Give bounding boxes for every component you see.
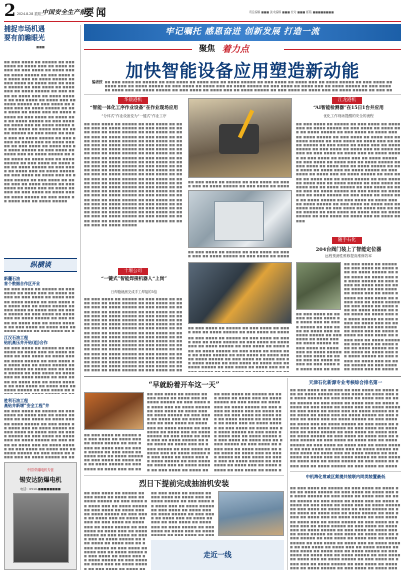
story-6-body-b bbox=[151, 491, 215, 536]
ad-product-image bbox=[13, 493, 69, 563]
brief-3-body bbox=[4, 409, 77, 459]
brief-1-body bbox=[4, 287, 77, 332]
focus-bar-line-right bbox=[284, 49, 401, 50]
main-headline: 加快智能设备应用塑造新动能 bbox=[125, 62, 360, 82]
masthead bbox=[4, 3, 401, 21]
photo-excavator-caption bbox=[188, 180, 292, 188]
left-column-byline: ■■■ bbox=[36, 45, 45, 49]
story-2-body bbox=[296, 122, 401, 232]
story-2-subtitle: 优化工作现场提醒的安全的流程 bbox=[323, 114, 374, 118]
story-1-body bbox=[84, 122, 184, 262]
photo-welding-robot bbox=[188, 262, 292, 324]
left-column-body bbox=[4, 60, 77, 255]
masthead-rule bbox=[4, 21, 401, 22]
story-5-title: “早就盼着开车这一天” bbox=[148, 380, 220, 389]
story-1-title: “智能一体化工序作业设备”在作业现场应用 bbox=[90, 106, 178, 111]
issue-date: 2024.8.28 星期三 bbox=[17, 12, 44, 16]
story-3-title: “一键式”智能焊接机器人“上岗” bbox=[101, 277, 167, 282]
bottom-divider bbox=[287, 378, 288, 570]
page-number: 2 bbox=[4, 1, 16, 21]
banner bbox=[84, 24, 401, 41]
photo-pumpjack bbox=[218, 491, 284, 536]
story-2-title: “AI智能检测器”在15日1台井应用 bbox=[313, 106, 384, 111]
story-6-rule bbox=[84, 475, 284, 476]
story-6-body-a bbox=[84, 491, 148, 570]
section-name: 要闻 bbox=[84, 8, 108, 19]
photo-valve bbox=[296, 262, 341, 310]
section-rule bbox=[84, 376, 401, 377]
story-3-tag: 十堰公司 bbox=[118, 268, 148, 275]
story-5-body-a bbox=[147, 392, 211, 472]
story-7-title: 天津石化新源专业考核综合排名第一 bbox=[308, 381, 383, 386]
ad-company: 锡安达防爆电机 bbox=[19, 477, 62, 484]
story-4-title: 204台阀门装上了智能定位器 bbox=[315, 247, 382, 253]
story-4-body-a bbox=[344, 262, 401, 372]
editor-note bbox=[92, 80, 394, 92]
story-1-tag: 华晨港机 bbox=[118, 97, 148, 104]
story-3-body-b bbox=[188, 336, 292, 372]
story-3-body-a bbox=[84, 297, 184, 372]
editor-note-label: 编者按 bbox=[92, 80, 103, 84]
panel-box bbox=[214, 201, 264, 241]
photo-excavator bbox=[188, 98, 292, 178]
story-8-title: 中机海化常戚区氮提共装联内同类装置最低 bbox=[305, 474, 386, 479]
sidebar-brand-label: 纵横谈 bbox=[30, 260, 51, 269]
photo-control-panel bbox=[188, 190, 292, 248]
story-3-subtitle: 日焊缝就测完成手工焊接的3倍 bbox=[110, 290, 158, 294]
story-8-rule bbox=[290, 471, 401, 472]
footer-column-header bbox=[151, 540, 284, 570]
column-divider bbox=[80, 25, 81, 570]
story-2-tag: 江龙港机 bbox=[332, 97, 362, 104]
story-6-title: 烈日下提前完成抽油机安装 bbox=[139, 479, 229, 488]
editor-line: 责任编辑 ■■■ 美术编辑 ■■■ 校对 ■■■ 邮箱 ■■■■■■■■ bbox=[249, 10, 334, 14]
photo-workers bbox=[84, 392, 144, 430]
story-8-body bbox=[290, 486, 401, 570]
sidebar-brand-box bbox=[4, 258, 77, 272]
footer-column-title: 走近一线 bbox=[203, 551, 232, 559]
banner-slogan: 牢记嘱托 感恩奋进 创新发展 打造一流 bbox=[165, 27, 320, 37]
brief-1-title: 新疆石油 首个数据合作区开业 bbox=[4, 276, 40, 286]
story-4-tag: 随手石化 bbox=[332, 237, 362, 244]
left-column-title: 捕捉市场机遇 要有前瞻眼光 bbox=[4, 25, 45, 42]
editor-note-body bbox=[105, 80, 395, 92]
focus-word: 着力点 bbox=[222, 45, 250, 55]
story-5-body-b bbox=[214, 392, 284, 472]
paper-name-logo: 中国安全生产报 bbox=[42, 9, 87, 16]
story-5-body-c bbox=[84, 433, 144, 472]
focus-label: 聚焦 bbox=[199, 44, 215, 53]
brief-2-body bbox=[4, 346, 77, 394]
photo-control-panel-caption bbox=[188, 250, 292, 258]
left-column-lead bbox=[4, 25, 77, 49]
advertisement bbox=[4, 462, 77, 570]
story-4-body-b bbox=[296, 312, 342, 372]
focus-bar-line-left bbox=[84, 49, 192, 50]
brief-2-title: 江汉石油工程 钻机高压井开钻(组)合作 bbox=[4, 335, 48, 345]
ad-label: 中国·防爆电机专营 bbox=[27, 468, 54, 472]
headline-rule bbox=[84, 94, 401, 95]
excavator-shape bbox=[219, 124, 259, 154]
story-4-subtitle: 远程预测性维修提高维修效率 bbox=[325, 254, 372, 258]
ad-contact: 电话：0510-■■■■■■■■ bbox=[20, 487, 61, 491]
focus-bar bbox=[84, 43, 401, 55]
brief-3-title: 胜利石油工程 高钻井新增“安全工程”井 bbox=[4, 398, 50, 408]
story-1-subtitle: “分体式”作业设备变为“一键式”作业工序 bbox=[101, 114, 167, 118]
photo-welding-caption bbox=[188, 326, 292, 334]
story-7-body bbox=[290, 388, 401, 468]
